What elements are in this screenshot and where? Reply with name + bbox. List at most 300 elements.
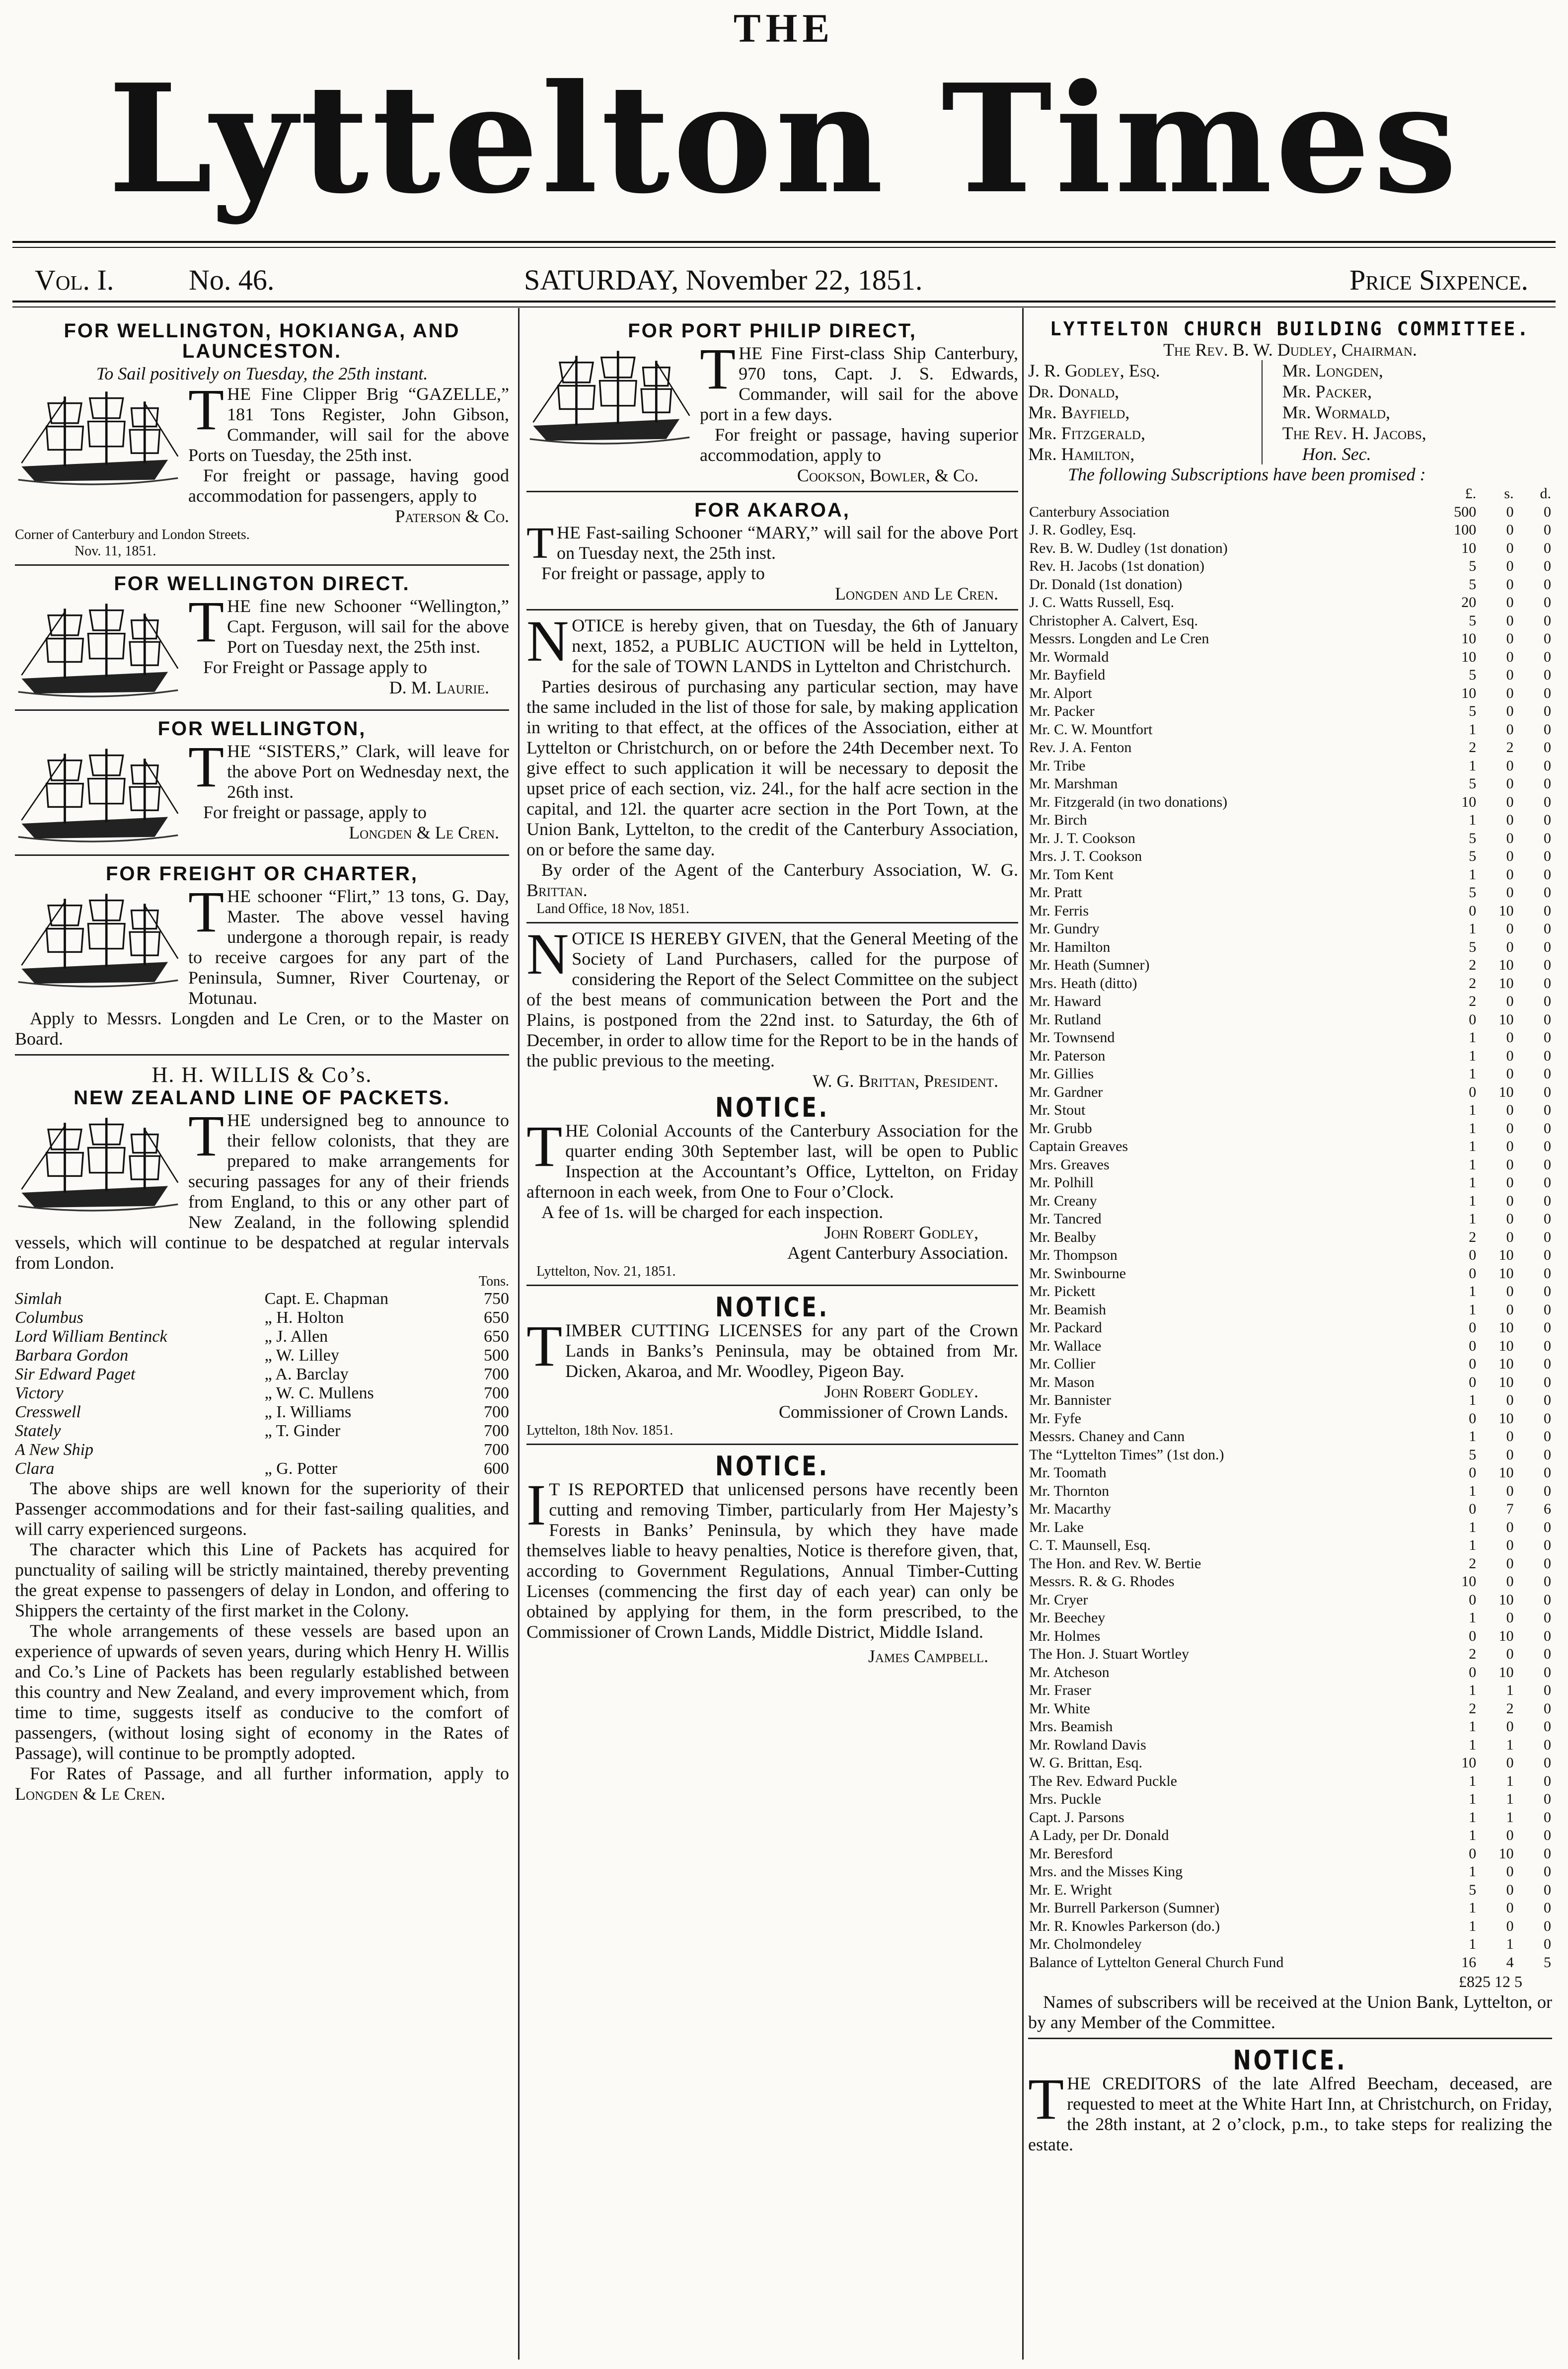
pence: 0 [1544,812,1551,828]
church-committee [1028,318,1552,2033]
member: Mr. Hamilton, [1028,444,1262,464]
pence: 0 [1544,1936,1551,1952]
notice-date: Land Office, 18 Nov, 1851. [536,901,689,917]
ship-name: Columbus [15,1308,83,1327]
notice-date: Lyttelton, Nov. 21, 1851. [536,1264,676,1279]
shillings: 10 [1498,1247,1514,1263]
shillings: 0 [1506,1755,1514,1771]
ship-name: Stately [15,1422,61,1440]
table-row [1028,902,1552,920]
shillings: 0 [1506,1573,1514,1590]
member: J. R. Godley, Esq. [1028,360,1262,381]
shillings: 0 [1506,1174,1514,1191]
ship-captain: „ H. Holton [264,1308,344,1327]
subscriber-name: Mr. Tancred [1029,1211,1102,1227]
subscriber-name: Mr. Heath (Sumner) [1029,957,1150,973]
pounds: 500 [1454,503,1477,520]
table-row [1028,1174,1552,1192]
subscriber-name: Mr. Bannister [1029,1392,1111,1408]
subscriber-name: The Rev. Edward Puckle [1029,1772,1177,1789]
pounds: 1 [1469,1772,1477,1789]
advert-body: HE fine new Schooner “Wellington,” Capt. Ferguson, will sail for the above Port on Tuesday next, the 25th inst. [227,596,509,657]
notice-heading: NOTICE. [1233,2045,1347,2076]
separator [526,922,1018,923]
notice-meeting [526,928,1018,1091]
table-row [15,1346,509,1365]
pounds: 5 [1469,576,1477,593]
ship-captain: „ I. Williams [264,1403,352,1421]
ship-name: A New Ship [15,1441,94,1459]
advert-body-2: For freight or passage, apply to [203,802,427,822]
drop-cap: T [526,1313,563,1378]
table-row [15,1422,509,1441]
notice-signer: John Robert Godley, [824,1223,978,1242]
pounds: 0 [1469,1265,1477,1282]
ship-tons: 500 [484,1346,509,1365]
table-row [1028,1192,1552,1211]
pounds: 1 [1469,920,1477,937]
shillings: 0 [1506,848,1514,864]
subscriber-name: Mr. Holmes [1029,1627,1101,1644]
subscriber-name: The “Lyttelton Times” (1st don.) [1029,1446,1224,1463]
paragraph: For Rates of Passage, and all further information, apply to [30,1763,509,1783]
drop-cap: T [526,1114,563,1179]
pence: 0 [1544,1156,1551,1173]
table-row [1028,1700,1552,1718]
pounds: 10 [1461,539,1477,556]
advert-body-2: For freight or passage, apply to [541,563,765,583]
subscriber-name: Captain Greaves [1029,1138,1128,1154]
advert-sisters [15,716,509,849]
subscriber-name: Mr. Pratt [1029,884,1082,901]
subscriber-name: Mr. Gardner [1029,1083,1103,1100]
subscriptions-footer: Names of subscribers will be received at the Union Bank, Lyttelton, or by any Member of the Committee. [1028,1992,1552,2032]
table-row [1028,1101,1552,1120]
shillings: 10 [1498,1356,1514,1372]
pence: 0 [1544,1519,1551,1535]
table-row [15,1327,509,1346]
subscriber-name: Mr. Fyfe [1029,1410,1081,1427]
pounds: 10 [1461,1573,1477,1590]
ship-tons: 650 [484,1327,509,1346]
pounds: 1 [1469,812,1477,828]
notice-body: OTICE is hereby given, that on Tuesday, the 6th of January next, 1852, a PUBLIC AUCTION will be held in Lyttelton, for the sale of TOWN LANDS in Lyttelton and Christchurch. [572,615,1018,676]
advert-heading: H. H. WILLIS & Co’s. [151,1063,373,1087]
ship-tons: 650 [484,1308,509,1327]
pence: 0 [1544,1772,1551,1789]
advert-body-2: For freight or passage, having good accommodation for passengers, apply to [188,465,509,506]
pence: 0 [1544,1211,1551,1227]
pounds: 2 [1469,1700,1477,1717]
advert-agent: Longden and Le Cren. [835,584,998,604]
shillings: 0 [1506,1609,1514,1626]
advert-body: HE undersigned beg to announce to their fellow colonists, that they are prepared to make arrangements for securing passages for any of their friends from England, to this or any other part of New Zealand, in the following splendid vessels, which will continue to be despatched at regular intervals from London. [15,1110,509,1273]
table-row [1028,685,1552,703]
ship-captain: „ T. Ginder [264,1422,341,1440]
advert-gazelle [15,318,509,559]
shillings: 0 [1506,1120,1514,1137]
table-row [1028,1754,1552,1772]
shillings: 10 [1498,1464,1514,1481]
subscriber-name: Mrs. Heath (ditto) [1029,975,1137,992]
shillings: 1 [1506,1809,1514,1826]
subscriber-name: Mrs. Beamish [1029,1718,1113,1735]
table-row [1028,956,1552,975]
subscriber-name: Mr. Gillies [1029,1066,1094,1082]
subscriber-name: J. R. Godley, Esq. [1029,522,1136,538]
column-header: £. [1465,485,1477,502]
table-row [1028,521,1552,539]
column-header: d. [1540,485,1551,502]
subscriber-name: Mr. Collier [1029,1356,1096,1372]
ship-name: Victory [15,1384,64,1402]
pounds: 10 [1461,630,1477,647]
pence: 0 [1544,848,1551,864]
pence: 0 [1544,1791,1551,1807]
subscriber-name: Mr. Rutland [1029,1011,1102,1028]
table-row [1028,1809,1552,1827]
notice-signer: W. G. Brittan, President. [812,1071,998,1091]
table-row [1028,1047,1552,1066]
shillings: 0 [1506,648,1514,665]
shillings: 0 [1506,1537,1514,1553]
separator [15,854,509,856]
shillings: 0 [1506,539,1514,556]
pounds: 0 [1469,1664,1477,1681]
pence: 0 [1544,522,1551,538]
pence: 0 [1544,685,1551,701]
ship-name: Clara [15,1459,55,1478]
subscriber-name: Mr. Atcheson [1029,1664,1110,1681]
table-row [1028,1410,1552,1428]
pounds: 1 [1469,1827,1477,1843]
shillings: 0 [1506,1066,1514,1082]
separator [15,709,509,711]
subscriber-name: Mr. Thornton [1029,1482,1110,1499]
pence: 0 [1544,884,1551,901]
shillings: 0 [1506,1827,1514,1843]
shillings: 1 [1506,1772,1514,1789]
drop-cap: T [526,519,554,568]
table-row [1028,1845,1552,1863]
pounds: 2 [1469,1555,1477,1572]
dateline [20,258,1548,298]
pence: 0 [1544,1392,1551,1408]
pounds: 16 [1461,1954,1477,1971]
pence: 0 [1544,1718,1551,1735]
pence: 0 [1544,993,1551,1009]
shillings: 0 [1506,1718,1514,1735]
table-row [1028,1790,1552,1809]
pence: 0 [1544,1301,1551,1318]
pence: 0 [1544,1228,1551,1245]
pounds: 2 [1469,975,1477,992]
table-row [1028,594,1552,612]
ship-icon [15,1112,181,1217]
pounds: 1 [1469,1537,1477,1553]
shillings: 0 [1506,558,1514,574]
pence: 0 [1544,938,1551,955]
table-row [1028,1011,1552,1029]
shillings: 0 [1506,1446,1514,1463]
pence: 0 [1544,775,1551,792]
table-row [1028,993,1552,1011]
shillings: 7 [1506,1501,1514,1517]
ship-icon [15,386,181,490]
subscriber-name: The Hon. J. Stuart Wortley [1029,1646,1189,1662]
separator [15,564,509,566]
subscriber-name: Mr. Beresford [1029,1845,1113,1862]
shillings: 0 [1506,1156,1514,1173]
subscriber-name: Capt. J. Parsons [1029,1809,1124,1826]
table-row [1028,866,1552,884]
pounds: 1 [1469,1609,1477,1626]
advert-agent: D. M. Laurie. [389,678,489,697]
pence: 0 [1544,612,1551,629]
shillings: 1 [1506,1791,1514,1807]
ship-captain: Capt. E. Chapman [264,1290,388,1308]
pence: 0 [1544,1682,1551,1698]
table-row [1028,1917,1552,1936]
subscriber-name: Mr. Fraser [1029,1682,1091,1698]
pounds: 0 [1469,1591,1477,1608]
table-row [1028,1283,1552,1301]
pence: 0 [1544,1337,1551,1354]
table-row [1028,503,1552,522]
table-row [1028,1591,1552,1609]
subscriber-name: J. C. Watts Russell, Esq. [1029,594,1175,611]
table-row [1028,1519,1552,1537]
pounds: 1 [1469,1120,1477,1137]
notice-signer: John Robert Godley. [824,1381,978,1401]
advert-flirt [15,861,509,1049]
advert-heading: FOR FREIGHT OR CHARTER, [106,863,418,885]
shillings: 0 [1506,775,1514,792]
shillings: 1 [1506,1682,1514,1698]
paragraph: The character which this Line of Packets has acquired for punctuality of sailing will be strictly maintained, thereby preventing the great expense to passengers of delay in London, and offering to Shippers the certainty of the first market in the Colony. [15,1539,509,1620]
shillings: 10 [1498,1083,1514,1100]
advert-heading: FOR AKAROA, [694,499,850,521]
advert-body: HE “SISTERS,” Clark, will leave for the above Port on Wednesday next, the 26th inst. [227,741,509,802]
shillings: 1 [1506,1736,1514,1753]
table-row [15,1403,509,1422]
subscriber-name: A Lady, per Dr. Donald [1029,1827,1169,1843]
member: The Rev. H. Jacobs, [1282,423,1426,443]
subscriber-name: Mr. Packer [1029,703,1095,719]
pence: 0 [1544,920,1551,937]
table-row [1028,1428,1552,1446]
subscriber-name: Mr. Wallace [1029,1337,1102,1354]
shillings: 0 [1506,1863,1514,1880]
shillings: 0 [1506,612,1514,629]
pounds: 5 [1469,1881,1477,1898]
subscriber-name: Mr. Polhill [1029,1174,1094,1191]
pence: 0 [1544,1083,1551,1100]
notice-signer-title: Commissioner of Crown Lands. [779,1402,1008,1422]
pence: 0 [1544,1011,1551,1028]
separator [15,1054,509,1056]
table-row [1028,1029,1552,1047]
table-row [1028,444,1552,464]
shillings: 10 [1498,1410,1514,1427]
table-row [1028,1446,1552,1464]
member: Dr. Donald, [1028,381,1262,402]
subscriber-name: Christopher A. Calvert, Esq. [1029,612,1198,629]
subscriber-name: Mr. Tom Kent [1029,866,1114,883]
pounds: 5 [1469,775,1477,792]
ship-name: Cresswell [15,1403,81,1421]
pence: 0 [1544,1555,1551,1572]
pounds: 1 [1469,1482,1477,1499]
pounds: 1 [1469,1900,1477,1916]
subscriber-name: Balance of Lyttelton General Church Fund [1029,1954,1284,1971]
pence: 6 [1544,1501,1551,1517]
pounds: 5 [1469,830,1477,846]
shillings: 10 [1498,1664,1514,1681]
table-row [1028,1156,1552,1174]
table-row [1028,1573,1552,1591]
ship-tons: 700 [484,1441,509,1459]
notice-date: Lyttelton, 18th Nov. 1851. [526,1423,673,1438]
advert-heading: FOR WELLINGTON DIRECT. [114,573,410,595]
pence: 0 [1544,1319,1551,1336]
pence: 0 [1544,1410,1551,1427]
ship-name: Lord William Bentinck [15,1327,167,1346]
masthead-title: Lyttelton Times [108,51,1460,227]
table-row [1028,1664,1552,1682]
committee-heading: LYTTELTON CHURCH BUILDING COMMITTEE. [1049,318,1531,340]
pence: 0 [1544,1627,1551,1644]
ship-list [15,1290,509,1478]
pounds: 1 [1469,1917,1477,1934]
shillings: 0 [1506,594,1514,611]
pounds: 1 [1469,721,1477,738]
shillings: 10 [1498,975,1514,992]
pounds: 5 [1469,558,1477,574]
subscriber-name: Mr. Stout [1029,1102,1086,1118]
shillings: 2 [1506,1700,1514,1717]
shillings: 0 [1506,1881,1514,1898]
pounds: 0 [1469,1319,1477,1336]
shillings: 10 [1498,1337,1514,1354]
pounds: 1 [1469,1428,1477,1445]
pounds: 2 [1469,739,1477,756]
member: Mr. Packer, [1282,382,1372,401]
pence: 0 [1544,667,1551,683]
pounds: 10 [1461,685,1477,701]
shillings: 0 [1506,576,1514,593]
table-row [1028,1500,1552,1519]
pence: 0 [1544,1138,1551,1154]
shillings: 0 [1506,667,1514,683]
advert-subheading: NEW ZEALAND LINE OF PACKETS. [74,1087,450,1109]
table-row [15,1459,509,1478]
advert-subheading: To Sail positively on Tuesday, the 25th instant. [96,364,428,383]
table-row [1028,793,1552,812]
subscriber-name: Mr. Hamilton [1029,938,1111,955]
shillings: 0 [1506,1646,1514,1662]
shillings: 0 [1506,1428,1514,1445]
table-row [1028,830,1552,848]
pounds: 20 [1461,594,1477,611]
pounds: 10 [1461,793,1477,810]
pounds: 1 [1469,1736,1477,1753]
table-row [15,1441,509,1459]
subscriber-name: Mr. Bayfield [1029,667,1106,683]
table-row [1028,938,1552,957]
subscriber-name: Mr. Lake [1029,1519,1084,1535]
notice-body: OTICE IS HEREBY GIVEN, that the General Meeting of the Society of Land Purchasers, called for the purpose of considering the Report of the Select Committee on the subject of the best means of communication between the Port and the Plains, is postponed from the 22nd inst. to Saturday, the 6th of December, in order to allow time for the Report to be in the hands of the public previous to the meeting. [526,928,1018,1070]
table-row [1028,1138,1552,1156]
pence: 0 [1544,1120,1551,1137]
pence: 0 [1544,503,1551,520]
notice-heading: NOTICE. [715,1451,829,1482]
subscriber-name: Mr. R. Knowles Parkerson (do.) [1029,1917,1220,1934]
table-row [1028,485,1552,503]
ship-captain: „ W. Lilley [264,1346,339,1365]
shillings: 10 [1498,1265,1514,1282]
column-3 [1028,318,1552,2360]
pence: 0 [1544,757,1551,774]
shillings: 10 [1498,1591,1514,1608]
table-row [1028,539,1552,558]
subscriber-name: Messrs. Longden and Le Cren [1029,630,1209,647]
ship-name: Barbara Gordon [15,1346,129,1365]
subscriber-name: Canterbury Association [1029,503,1170,520]
pounds: 5 [1469,938,1477,955]
pence: 0 [1544,902,1551,919]
pence: 0 [1544,1917,1551,1934]
column-header: s. [1504,485,1514,502]
pounds: 1 [1469,1301,1477,1318]
pounds: 1 [1469,1192,1477,1209]
subscriber-name: Mrs. and the Misses King [1029,1863,1183,1880]
drop-cap: T [188,734,224,799]
price: Price Sixpence. [1349,264,1528,296]
pence: 0 [1544,1247,1551,1263]
pence: 0 [1544,576,1551,593]
table-row [1028,739,1552,757]
pence: 0 [1544,1192,1551,1209]
masthead-rule-top [12,241,1556,243]
subscriber-name: Mr. C. W. Mountfort [1029,721,1153,738]
shillings: 0 [1506,1228,1514,1245]
table-row [1028,1265,1552,1283]
subscriber-name: Mr. Ferris [1029,902,1089,919]
shillings: 0 [1506,522,1514,538]
ship-name: Sir Edward Paget [15,1365,136,1383]
subscriber-name: Mr. Beamish [1029,1301,1106,1318]
notice-body: IMBER CUTTING LICENSES for any part of the Crown Lands in Banks’s Peninsula, may be obtained from Mr. Dicken, Akaroa, and Mr. Woodley, Pigeon Bay. [565,1320,1018,1381]
pounds: 5 [1469,848,1477,864]
pence: 0 [1544,957,1551,973]
masthead-rule-bottom [12,301,1556,303]
pence: 0 [1544,1664,1551,1681]
pence: 0 [1544,1881,1551,1898]
shillings: 1 [1506,1936,1514,1952]
subscriber-name: Mr. Wormald [1029,648,1109,665]
pence: 0 [1544,1066,1551,1082]
shillings: 4 [1506,1954,1514,1971]
drop-cap: N [526,615,569,674]
table-row [1028,1627,1552,1646]
pence: 0 [1544,1029,1551,1046]
shillings: 0 [1506,993,1514,1009]
pence: 0 [1544,739,1551,756]
subscriber-name: Mr. Burrell Parkerson (Sumner) [1029,1900,1220,1916]
subscriber-name: Rev. H. Jacobs (1st donation) [1029,558,1204,574]
pence: 0 [1544,1356,1551,1372]
